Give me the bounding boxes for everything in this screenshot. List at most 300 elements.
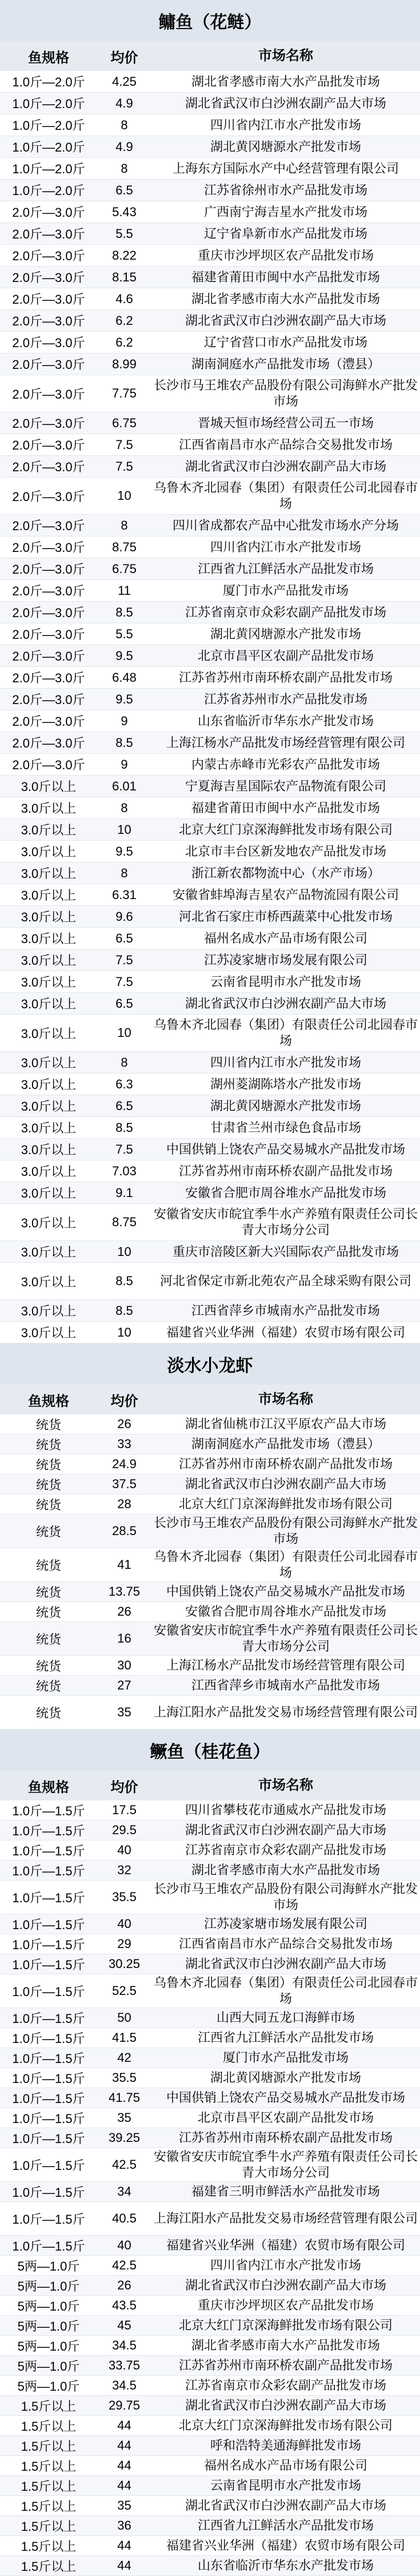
table-row [0,1582,420,1602]
table-row [0,1474,420,1494]
market-cell: 湖北省武汉市白沙洲农副产品大市场 [185,96,386,110]
spec-cell: 1.5斤以上 [21,2419,77,2434]
spec-cell: 1.0斤—1.5斤 [12,1863,85,1878]
table-row [0,375,420,412]
market-cell: 厦门市水产品批发市场 [222,2050,349,2065]
spec-cell: 3.0斤以上 [21,823,77,837]
table-row [0,993,420,1015]
price-cell: 8 [121,518,128,532]
table-row [0,2396,420,2416]
price-cell: 8 [121,1055,128,1070]
table-row [0,2202,420,2236]
spec-cell: 统货 [35,1706,61,1720]
table-row [0,971,420,993]
table-row [0,1052,420,1074]
section-title: 鳙鱼（花鲢） [0,0,420,41]
table-row [0,2296,420,2316]
price-cell: 44 [117,2458,131,2472]
market-cell: 湖北省武汉市白沙洲农副产品大市场 [185,2498,386,2513]
table-row [0,412,420,434]
price-cell: 26 [117,1417,131,1431]
market-cell: 江苏省苏州市南环桥农副产品批发市场 [178,1163,393,1178]
spec-cell: 2.0斤—3.0斤 [12,205,85,220]
market-cell: 乌鲁木齐北园春（集团）有限责任公司北园春市场 [154,1975,418,2006]
table-row [0,456,420,478]
table-row [0,2516,420,2536]
spec-cell: 5两—1.0斤 [17,2279,80,2293]
table-row [0,1954,420,1974]
price-cell: 6.75 [112,561,137,576]
market-cell: 北京市昌平区农副产品批发市场 [197,648,374,663]
table-row [0,478,420,515]
table-row [0,754,420,776]
price-cell: 42 [117,2050,131,2065]
table-row [0,1204,420,1241]
table-row [0,201,420,223]
table-row [0,2276,420,2296]
spec-cell: 3.0斤以上 [21,1143,77,1157]
price-cell: 10 [117,488,131,503]
spec-cell: 统货 [35,1457,61,1472]
market-cell: 江西省九江鲜活水产品批发市场 [197,561,374,576]
market-cell: 安徽省合肥市周谷堆水产品批发市场 [185,1604,386,1619]
price-cell: 43.5 [112,2298,137,2312]
market-cell: 福建省三明市鲜活水产品批发市场 [191,2184,380,2199]
market-cell: 江西省萍乡市城南水产品批发市场 [191,1303,380,1318]
price-cell: 40.5 [112,2211,137,2225]
column-header: 鱼规格 [28,1393,69,1409]
market-cell: 江苏省南京市众彩农副产品批发市场 [185,1843,386,1857]
spec-cell: 1.0斤—1.5斤 [12,2031,85,2046]
table-row [0,1414,420,1434]
spec-cell: 2.0斤—3.0斤 [12,292,85,307]
market-cell: 福建省兴业华洲（福建）农贸市场有限公司 [166,2538,405,2553]
price-cell: 5.5 [115,226,133,241]
price-cell: 29 [117,1937,131,1951]
price-cell: 36 [117,2518,131,2533]
price-cell: 8.5 [115,1120,133,1135]
market-cell: 四川省攀枝花市通威水产品批发市场 [185,1803,386,1817]
market-cell: 江苏凌家塘市场发展有限公司 [203,1917,367,1931]
spec-cell: 3.0斤以上 [21,801,77,816]
table-row [0,819,420,841]
spec-cell: 1.0斤—2.0斤 [12,184,85,198]
market-cell: 江西省九江鲜活水产品批发市场 [197,2030,374,2045]
table-row [0,1676,420,1696]
price-cell: 28.5 [112,1524,137,1538]
price-cell: 8 [121,800,128,815]
spec-cell: 5两—1.0斤 [17,2379,80,2394]
spec-cell: 2.0斤—3.0斤 [12,438,85,452]
spec-cell: 1.0斤—1.5斤 [12,2091,85,2106]
price-cell: 6.3 [115,1076,133,1091]
spec-cell: 1.0斤—1.5斤 [12,1937,85,1952]
market-cell: 上海江杨水产品批发市场经营管理有限公司 [166,1658,405,1672]
price-cell: 5.43 [112,204,137,219]
table-row [0,928,420,949]
table-row [0,776,420,797]
spec-cell: 2.0斤—3.0斤 [12,519,85,533]
table-row [0,1322,420,1343]
spec-cell: 5两—1.0斤 [17,2339,80,2354]
market-cell: 河北省石家庄市桥西蔬菜中心批发市场 [178,909,393,924]
price-cell: 10 [117,822,131,837]
price-cell: 33 [117,1437,131,1451]
price-cell: 7.75 [112,386,137,400]
market-cell: 河北省保定市新北苑农产品全球采购有限公司 [159,1274,411,1288]
market-cell: 湖北省武汉市白沙洲农副产品大市场 [185,996,386,1011]
market-cell: 中国供销上饶农产品交易城水产品批发市场 [166,2090,405,2105]
table-row [0,2476,420,2496]
spec-cell: 1.0斤—1.5斤 [12,2071,85,2086]
spec-cell: 3.0斤以上 [21,780,77,794]
spec-cell: 1.0斤—1.5斤 [12,2111,85,2126]
market-cell: 福州名成水产品市场有限公司 [203,2458,367,2472]
market-cell: 江西省九江鲜活水产品批发市场 [197,2518,374,2533]
spec-cell: 3.0斤以上 [21,866,77,881]
price-cell: 42.5 [112,2258,137,2272]
market-cell: 安徽省安庆市皖宜季牛水产养殖有限责任公司长青大市场分公司 [154,1623,418,1653]
table-header [0,1771,420,1800]
table-row [0,906,420,928]
price-cell: 44 [117,2478,131,2492]
market-cell: 辽宁省阜新市水产品批发市场 [203,226,367,241]
table-row [0,2128,420,2148]
spec-cell: 3.0斤以上 [21,1164,77,1179]
market-cell: 江苏省苏州市南环桥农副产品批发市场 [178,2130,393,2145]
spec-cell: 统货 [35,1417,61,1432]
table-row [0,2376,420,2396]
table-row [0,1934,420,1954]
market-cell: 湖北黄冈塘源水产批发市场 [210,139,361,154]
price-cell: 9 [121,713,128,728]
price-cell: 6.31 [112,887,137,902]
spec-cell: 1.5斤以上 [21,2499,77,2514]
table-row [0,2536,420,2556]
spec-cell: 3.0斤以上 [21,1078,77,1092]
spec-cell: 3.0斤以上 [21,1056,77,1070]
spec-cell: 统货 [35,1558,61,1573]
table-row [0,1820,420,1840]
market-cell: 安徽省合肥市周谷堆水产品批发市场 [185,1185,386,1200]
spec-cell: 2.0斤—3.0斤 [12,336,85,350]
spec-cell: 2.0斤—3.0斤 [12,387,85,401]
spec-cell: 5两—1.0斤 [17,2259,80,2273]
spec-cell: 统货 [35,1679,61,1694]
spec-cell: 3.0斤以上 [21,1121,77,1135]
table-row [0,1514,420,1548]
market-cell: 四川省内江市水产批发市场 [210,1055,361,1070]
market-cell: 浙江新农都物流中心（水产市场） [191,865,380,880]
market-cell: 湖北黄冈塘源水产批发市场 [210,2070,361,2085]
price-cell: 27 [117,1678,131,1692]
price-cell: 26 [117,1604,131,1619]
spec-cell: 统货 [35,1659,61,1673]
spec-cell: 2.0斤—3.0斤 [12,271,85,285]
price-cell: 9.5 [115,648,133,663]
price-cell: 13.75 [108,1584,141,1599]
table-row [0,288,420,310]
market-cell: 江西省南昌市水产品综合交易批发市场 [178,1937,393,1951]
market-cell: 湖州菱湖陈塔水产批发市场 [210,1076,361,1091]
market-cell: 湖南洞庭水产品批发市场（澧县） [191,356,380,371]
price-cell: 10 [117,1025,131,1040]
table-row [0,536,420,558]
price-cell: 34 [117,2184,131,2199]
price-cell: 44 [117,2558,131,2573]
price-cell: 8 [121,865,128,880]
spec-cell: 5两—1.0斤 [17,2359,80,2374]
market-cell: 江苏凌家塘市场发展有限公司 [203,952,367,967]
price-cell: 34.5 [112,2378,137,2392]
spec-cell: 1.0斤—2.0斤 [12,140,85,154]
market-cell: 湖北黄冈塘源水产批发市场 [210,626,361,641]
market-cell: 湖北省孝感市南大水产品批发市场 [191,1863,380,1877]
spec-cell: 1.0斤—2.0斤 [12,118,85,133]
market-cell: 北京大红门京深海鲜批发市场有限公司 [178,1497,393,1511]
price-cell: 6.01 [112,778,137,793]
spec-cell: 2.0斤—3.0斤 [12,627,85,642]
market-cell: 江西省萍乡市城南水产品批发市场 [191,1678,380,1692]
market-cell: 上海东方国际水产中心经营管理有限公司 [172,161,399,176]
price-cell: 7.5 [115,1142,133,1156]
price-cell: 50 [117,2010,131,2025]
table-row [0,1015,420,1052]
market-cell: 湖北省武汉市白沙洲农副产品大市场 [185,2278,386,2292]
market-cell: 江苏省南京市众彩农副产品批发市场 [185,605,386,619]
price-cell: 4.9 [115,139,133,154]
market-cell: 内蒙古赤峰市光彩农产品批发市场 [191,757,380,772]
market-cell: 长沙市马王堆农产品股份有限公司海鲜水产批发市场 [154,378,418,408]
market-cell: 安徽省蚌埠海吉星农产品物流园有限公司 [172,887,399,902]
table-row [0,332,420,353]
market-cell: 云南省昆明市水产批发市场 [210,2478,361,2492]
market-cell: 江苏省徐州市水产品批发市场 [203,182,367,197]
price-cell: 8 [121,117,128,132]
table-row [0,1454,420,1474]
spec-cell: 5两—1.0斤 [17,2319,80,2333]
price-cell: 6.5 [115,996,133,1011]
column-header: 均价 [110,50,138,66]
market-cell: 乌鲁木齐北园春（集团）有限责任公司北园春市场 [154,480,418,511]
table-row [0,2148,420,2182]
price-cell: 8.5 [115,1274,133,1288]
spec-cell: 1.5斤以上 [21,2519,77,2534]
spec-cell: 2.0斤—3.0斤 [12,460,85,474]
market-cell: 湖北省武汉市白沙洲农副产品大市场 [185,313,386,328]
table-row [0,1160,420,1182]
table-row [0,1840,420,1861]
spec-cell: 1.5斤以上 [21,2439,77,2454]
price-cell: 8.15 [112,269,137,284]
price-cell: 6.5 [115,931,133,945]
spec-cell: 3.0斤以上 [21,1026,77,1041]
market-cell: 四川省成都农产品中心批发市场水产分场 [172,518,399,532]
market-cell: 安徽省安庆市皖宜季牛水产养殖有限责任公司长青大市场分公司 [154,2149,418,2180]
market-cell: 北京市丰台区新发地农产品批发市场 [185,844,386,858]
price-cell: 32 [117,1863,131,1877]
table-row [0,1494,420,1514]
market-cell: 北京大红门京深海鲜批发市场有限公司 [178,2318,393,2332]
table-row [0,267,420,288]
spec-cell: 2.0斤—3.0斤 [12,606,85,620]
price-cell: 6.2 [115,335,133,349]
spec-cell: 2.0斤—3.0斤 [12,562,85,577]
column-header: 市场名称 [258,1392,313,1407]
table-row [0,2008,420,2028]
table-row [0,1914,420,1934]
table-row [0,2356,420,2376]
spec-cell: 1.5斤以上 [21,2399,77,2414]
price-cell: 45 [117,2318,131,2332]
price-cell: 8 [121,161,128,176]
spec-cell: 2.0斤—3.0斤 [12,671,85,685]
market-cell: 四川省内江市水产批发市场 [210,117,361,132]
table-header [0,41,420,71]
market-cell: 四川省内江市水产批发市场 [210,539,361,554]
spec-cell: 1.0斤—2.0斤 [12,97,85,111]
table-row [0,645,420,667]
table-row [0,114,420,136]
price-cell: 41 [117,1557,131,1572]
spec-cell: 3.0斤以上 [21,1304,77,1318]
table-row [0,2456,420,2476]
price-cell: 9.5 [115,844,133,858]
price-cell: 8.5 [115,1303,133,1318]
market-cell: 湖北省武汉市白沙洲农副产品大市场 [185,1477,386,1491]
spec-cell: 2.0斤—3.0斤 [12,489,85,504]
spec-cell: 1.0斤—1.5斤 [12,2185,85,2200]
table-row [0,1881,420,1914]
table-row [0,1182,420,1204]
spec-cell: 3.0斤以上 [21,910,77,924]
market-cell: 江苏省苏州市南环桥农副产品批发市场 [178,670,393,685]
table-row [0,2436,420,2456]
spec-cell: 1.0斤—1.5斤 [12,2239,85,2253]
market-cell: 安徽省安庆市皖宜季牛水产养殖有限责任公司长青大市场分公司 [154,1207,418,1237]
table-row [0,434,420,456]
column-header: 市场名称 [258,48,313,63]
spec-cell: 统货 [35,1437,61,1452]
column-header: 鱼规格 [28,50,69,66]
price-cell: 7.5 [115,437,133,452]
market-cell: 福州名成水产品市场有限公司 [203,931,367,945]
table-row [0,2336,420,2356]
market-cell: 湖北省武汉市白沙洲农副产品大市场 [185,1823,386,1837]
spec-cell: 统货 [35,1585,61,1600]
section-title: 鳜鱼（桂花鱼） [0,1730,420,1771]
market-cell: 甘肃省兰州市绿色食品市场 [210,1120,361,1135]
table-header [0,1385,420,1414]
spec-cell: 2.0斤—3.0斤 [12,540,85,555]
spec-cell: 2.0斤—3.0斤 [12,584,85,598]
price-cell: 41.75 [108,2090,141,2105]
table-row [0,2316,420,2336]
market-cell: 乌鲁木齐北园春（集团）有限责任公司北园春市场 [154,1549,418,1580]
market-cell: 重庆市涪陵区新大兴国际农产品批发市场 [172,1244,399,1259]
price-cell: 5.5 [115,626,133,641]
table-row [0,1974,420,2008]
market-cell: 湖北省武汉市白沙洲农副产品大市场 [185,1957,386,1971]
market-cell: 湖南洞庭水产品批发市场（澧县） [191,1437,380,1451]
market-cell: 江西省南昌市水产品综合交易批发市场 [178,437,393,452]
column-header: 市场名称 [258,1778,313,1793]
market-cell: 长沙市马王堆农产品股份有限公司海鲜水产批发市场 [154,1516,418,1546]
table-row [0,710,420,732]
spec-cell: 2.0斤—3.0斤 [12,693,85,707]
spec-cell: 2.0斤—3.0斤 [12,736,85,750]
market-cell: 中国供销上饶农产品交易城水产品批发市场 [166,1584,405,1599]
price-cell: 6.5 [115,182,133,197]
market-cell: 上海江阳水产品批发交易市场经营管理有限公司 [154,2211,418,2225]
price-cell: 35 [117,1705,131,1719]
table-row [0,310,420,332]
price-cell: 7.5 [115,974,133,989]
price-cell: 6.75 [112,415,137,430]
market-cell: 宁夏海吉星国际农产品物流有限公司 [185,778,386,793]
spec-cell: 3.0斤以上 [21,932,77,946]
spec-cell: 统货 [35,1605,61,1620]
table-row [0,580,420,602]
price-cell: 9.1 [115,1185,133,1200]
table-row [0,223,420,245]
table-row [0,2028,420,2048]
table-row [0,1656,420,1676]
price-cell: 39.25 [108,2130,141,2145]
spec-cell: 1.0斤—1.5斤 [12,2131,85,2146]
spec-cell: 1.5斤以上 [21,2539,77,2554]
table-row [0,841,420,862]
price-cell: 8.99 [112,356,137,371]
market-cell: 湖北省孝感市南大水产品批发市场 [191,74,380,89]
price-cell: 16 [117,1631,131,1645]
market-cell: 乌鲁木齐北园春（集团）有限责任公司北园春市场 [154,1017,418,1048]
price-cell: 41.5 [112,2030,137,2045]
market-cell: 江苏省苏州市南环桥农副产品批发市场 [178,2358,393,2372]
price-cell: 10 [117,1325,131,1339]
spec-cell: 统货 [35,1632,61,1647]
table-row [0,2236,420,2256]
spec-cell: 1.5斤以上 [21,2459,77,2474]
table-row [0,2496,420,2516]
spec-cell: 2.0斤—3.0斤 [12,249,85,263]
spec-cell: 1.0斤—1.5斤 [12,2051,85,2066]
market-cell: 湖北省孝感市南大水产品批发市场 [191,291,380,306]
market-cell: 湖北省孝感市南大水产品批发市场 [191,2338,380,2352]
spec-cell: 统货 [35,1477,61,1492]
market-cell: 中国供销上饶农产品交易城水产品批发市场 [166,1142,405,1156]
market-cell: 山东省临沂市华东水产批发市场 [197,713,374,728]
spec-cell: 3.0斤以上 [21,1099,77,1114]
spec-cell: 1.0斤—1.5斤 [12,1803,85,1818]
column-header: 鱼规格 [28,1779,69,1795]
spec-cell: 3.0斤以上 [21,845,77,859]
table-row [0,1434,420,1454]
market-cell: 云南省昆明市水产批发市场 [210,974,361,989]
spec-cell: 1.0斤—1.5斤 [12,1917,85,1932]
section-2 [0,1343,420,1730]
price-cell: 6.48 [112,670,137,685]
market-cell: 江苏省苏州市水产品批发市场 [203,691,367,706]
price-cell: 29.5 [112,1823,137,1837]
table-row [0,667,420,689]
spec-cell: 5两—1.0斤 [17,2299,80,2313]
spec-cell: 2.0斤—3.0斤 [12,357,85,372]
table-row [0,515,420,536]
price-cell: 7.5 [115,952,133,967]
price-cell: 35.5 [112,1890,137,1904]
price-cell: 40 [117,1843,131,1857]
